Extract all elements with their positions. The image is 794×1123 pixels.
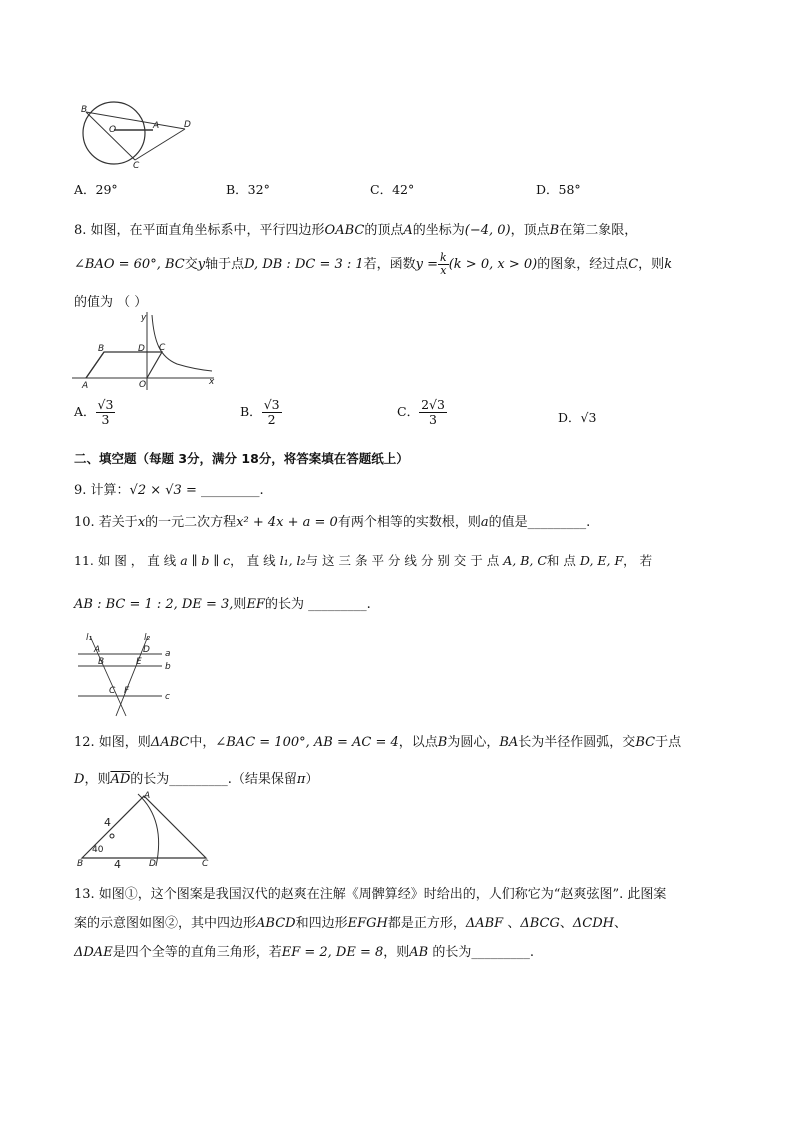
- q8-frac-den: 3: [101, 411, 110, 427]
- q8-text: 的图象，经过点: [537, 257, 629, 273]
- section-2-title: 二、填空题（每题 3分，满分 18分，将答案填在答题纸上）: [74, 451, 409, 466]
- q8-label-O: O: [139, 380, 147, 390]
- q12-label-D: D: [149, 859, 156, 869]
- q8-text: 的顶点: [364, 223, 404, 238]
- q11-text: 11. 如 图 ， 直 线: [74, 553, 177, 568]
- q8-text: 在第二象限，: [559, 223, 638, 238]
- q13-text: ，则: [383, 945, 410, 960]
- q7-option-d: D．58°: [536, 182, 581, 197]
- q8-math: k: [664, 257, 673, 273]
- q12-line-1: [74, 731, 681, 750]
- q11-label-l1: l₁: [86, 633, 93, 643]
- q10-line: [74, 511, 590, 530]
- q12-hand-mark-dot: [110, 834, 114, 838]
- q8-option-d-value: √3: [580, 410, 597, 425]
- q8-frac-den: 2: [267, 411, 276, 427]
- q11-text: 的长为: [264, 597, 304, 612]
- q7-label-B: B: [81, 105, 88, 115]
- q11-line-2: [74, 593, 371, 612]
- q11-answer-blank[interactable]: _________: [308, 597, 367, 612]
- q9-text: 9. 计算：: [74, 483, 130, 498]
- q10-text: 的一元二次方程: [145, 515, 237, 530]
- q8-option-c: [397, 398, 447, 427]
- q11-label-l2: l₂: [144, 633, 151, 643]
- q8-frac-num: k: [440, 251, 447, 264]
- q11-text: 与 这 三 条 平 分 线 分 别 交 于 点: [305, 553, 500, 568]
- q11-line-1: [74, 551, 652, 569]
- q7-option-c: C．42°: [370, 182, 415, 197]
- q12-math: D: [74, 772, 85, 787]
- q8-option-a: [74, 398, 115, 427]
- q13-line-2: [74, 912, 627, 931]
- q12-arc: [138, 794, 159, 866]
- q8-line-AB: [86, 352, 104, 378]
- q12-hand-mark-ab: 4: [104, 816, 111, 829]
- q12-math: B: [437, 735, 448, 750]
- q11-math: A, B, C: [503, 553, 547, 568]
- q8-parallelogram: [86, 352, 162, 378]
- q12-text: 长为半径作圆弧，交: [518, 735, 636, 750]
- q12-text: 为圆心，: [447, 735, 500, 750]
- q8-label-B: B: [98, 344, 105, 354]
- q11-label-C: C: [109, 686, 116, 696]
- q9-answer-blank[interactable]: _________: [200, 483, 260, 498]
- q13-text: .: [529, 945, 535, 960]
- q7-option-b: B．32°: [226, 182, 270, 197]
- q8-option-letter: A．: [74, 403, 96, 419]
- q8-label-x: x: [209, 377, 215, 387]
- q10-text: 10. 若关于: [74, 515, 138, 530]
- q12-triangle-figure: [76, 791, 216, 871]
- q13-answer-blank[interactable]: _________: [471, 945, 530, 960]
- q13-math: ΔABF: [465, 916, 504, 931]
- q10-answer-blank[interactable]: _________: [527, 515, 587, 530]
- q7-label-O: O: [109, 125, 117, 135]
- q8-label-C: C: [159, 343, 166, 353]
- q8-text: 交: [184, 257, 198, 273]
- q12-text: ，则: [84, 772, 111, 787]
- q11-label-B: B: [98, 657, 105, 667]
- q8-math: OABC: [324, 223, 365, 238]
- q8-option-c-frac: [419, 398, 447, 427]
- q13-math: AB: [409, 945, 429, 960]
- q11-label-E: E: [136, 657, 142, 667]
- q8-math: A: [403, 223, 413, 238]
- q13-math: ΔCDH: [572, 916, 614, 931]
- q8-option-letter: C．: [397, 403, 420, 419]
- q8-math: B: [549, 223, 560, 238]
- q12-label-C: C: [202, 859, 209, 869]
- q10-math: x: [137, 515, 146, 530]
- q8-text: 的坐标为: [412, 223, 465, 238]
- q12-label-A: A: [144, 791, 151, 801]
- q11-text: 和 点: [546, 553, 576, 568]
- q8-text: ，顶点: [510, 223, 550, 238]
- q11-text: .: [366, 597, 371, 612]
- q8-frac-num: 2√3: [421, 397, 445, 412]
- q11-math: a ∥ b ∥ c: [180, 553, 231, 568]
- q8-text: ，则: [638, 257, 665, 273]
- q13-math: ABCD: [256, 916, 296, 931]
- q13-math: EF = 2, DE = 8: [281, 945, 384, 960]
- q13-text: 、: [507, 916, 521, 931]
- q11-math: D, E, F: [579, 553, 624, 568]
- q8-math: D, DB : DC = 3 : 1: [244, 257, 364, 273]
- q8-option-a-frac: [96, 398, 116, 427]
- q12-line-2: [74, 768, 318, 787]
- q11-label-a: a: [165, 649, 171, 659]
- q8-math: y: [197, 257, 206, 273]
- q13-math: ΔDAE: [74, 945, 113, 960]
- q13-text: 都是正方形，: [387, 916, 466, 931]
- q12-math: π: [296, 772, 306, 787]
- q11-label-F: F: [124, 686, 130, 696]
- q12-text: 的长为: [130, 772, 170, 787]
- q11-parallel-lines-figure: [76, 632, 176, 718]
- q12-text: 于点: [655, 735, 682, 750]
- q8-math: y =: [415, 257, 439, 273]
- q13-line-3: [74, 941, 534, 960]
- q13-text: 、: [559, 916, 573, 931]
- q12-answer-blank[interactable]: _________: [169, 772, 228, 787]
- q11-label-c: c: [165, 692, 170, 702]
- q10-text: .: [586, 515, 591, 530]
- q13-text: 的长为: [432, 945, 472, 960]
- q8-line-3: 的值为 （ ）: [74, 295, 148, 310]
- q8-option-b: [240, 398, 282, 427]
- q12-arc-AD: $\overline{AD}$: [110, 772, 131, 787]
- q11-label-A: A: [94, 645, 101, 655]
- q8-math: (k > 0, x > 0): [448, 257, 538, 273]
- q8-label-y: y: [141, 313, 147, 323]
- q11-label-b: b: [165, 662, 171, 672]
- q8-coordinate-figure: [72, 312, 222, 392]
- q12-math: ΔABC: [150, 735, 190, 750]
- q9-expression: √2 × √3 =: [129, 483, 197, 498]
- q8-frac-num: √3: [263, 397, 280, 412]
- q8-label-A: A: [82, 381, 89, 391]
- q8-fraction-k-over-x: [438, 252, 449, 277]
- q8-option-b-frac: [262, 398, 282, 427]
- q8-frac-den: 3: [429, 411, 437, 427]
- q7-label-C: C: [133, 161, 140, 171]
- q8-frac-den: x: [440, 264, 447, 278]
- q11-label-D: D: [143, 645, 150, 655]
- q11-text: ， 若: [623, 553, 653, 568]
- q8-math: ∠BAO = 60°, BC: [74, 257, 185, 273]
- q8-line-1: [74, 219, 637, 238]
- q7-circle-figure: [80, 100, 200, 172]
- q13-math: EFGH: [347, 916, 388, 931]
- q13-math: ΔBCG: [520, 916, 560, 931]
- q12-math: ∠BAC = 100°, AB = AC = 4: [215, 735, 399, 750]
- q8-math: C: [628, 257, 639, 273]
- q13-line-1: 13. 如图①，这个图案是我国汉代的赵爽在注解《周髀算经》时给出的，人们称它为“赵爽弦图”. 此图案: [74, 887, 667, 902]
- q11-text: ， 直 线: [230, 553, 276, 568]
- q7-label-A: A: [153, 121, 160, 131]
- q12-text: 12. 如图，则: [74, 735, 151, 750]
- q12-text: ，以点: [398, 735, 438, 750]
- q8-text: 轴于点: [205, 257, 245, 273]
- q8-option-letter: D．: [558, 410, 581, 425]
- q12-text: .（结果保留: [227, 772, 297, 787]
- q12-label-B: B: [77, 859, 84, 869]
- q13-text: 和四边形: [295, 916, 348, 931]
- q12-hand-mark-bd: 4: [114, 858, 121, 871]
- q8-option-d: [558, 408, 596, 426]
- q12-hand-mark-angle: 40: [92, 845, 104, 855]
- q11-math: AB : BC = 1 : 2, DE = 3,: [74, 597, 234, 612]
- q10-text: 有两个相等的实数根，则: [337, 515, 481, 530]
- q10-text: 的值是: [488, 515, 528, 530]
- q11-math: l₁, l₂: [279, 553, 306, 568]
- q12-math: BA: [499, 735, 519, 750]
- q8-option-letter: B．: [240, 403, 262, 419]
- q8-label-D: D: [138, 344, 145, 354]
- q13-text: 是四个全等的直角三角形，若: [112, 945, 282, 960]
- q10-math: a: [480, 515, 489, 530]
- q8-math: (−4, 0): [464, 223, 511, 238]
- q10-equation: x² + 4x + a = 0: [236, 515, 338, 530]
- q8-frac-num: √3: [97, 397, 114, 412]
- q11-math: EF: [246, 597, 265, 612]
- q9-line: [74, 479, 264, 498]
- q8-text: 8. 如图，在平面直角坐标系中，平行四边形: [74, 223, 325, 238]
- q12-text: 中，: [189, 735, 216, 750]
- q8-text: 若，函数: [363, 257, 416, 273]
- q7-label-D: D: [184, 120, 191, 130]
- q8-line-2: [74, 252, 672, 277]
- q13-text: 、: [614, 916, 628, 931]
- q13-text: 案的示意图如图②，其中四边形: [74, 916, 257, 931]
- q12-math: BC: [635, 735, 656, 750]
- q11-text: 则: [233, 597, 247, 612]
- q9-text: .: [259, 483, 264, 498]
- q12-text: ）: [305, 772, 319, 787]
- q7-option-a: A．29°: [74, 182, 118, 197]
